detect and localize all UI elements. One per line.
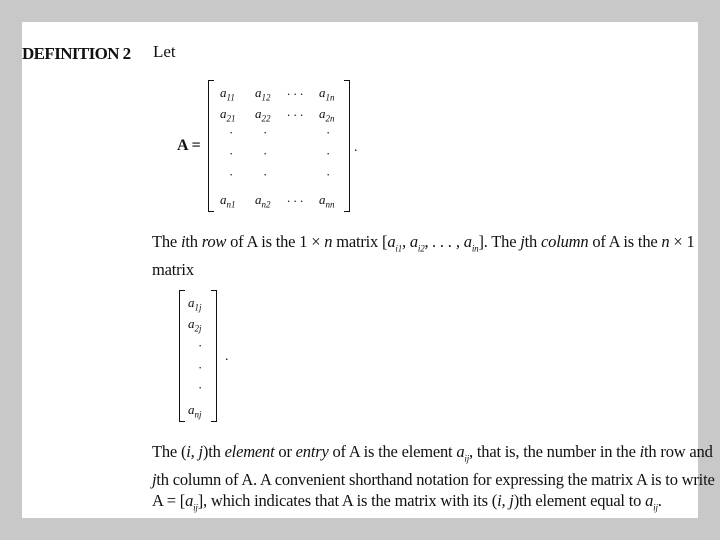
text-run: matrix [ [332, 232, 388, 251]
row-column-line-2: matrix [152, 260, 194, 280]
matrix-entry: $a_{11}$ [220, 85, 235, 103]
element-line-2 [152, 469, 715, 490]
matrix-entry: $a_{nn}$ [319, 192, 335, 210]
row-column-line-1 [152, 231, 695, 259]
column-left-bracket [179, 290, 185, 422]
matrix-entry: $a_{12}$ [255, 85, 271, 103]
matrix-vdot: · [326, 125, 331, 140]
text-run: , that is, the number in the [469, 442, 640, 461]
text-run: row [201, 232, 227, 251]
matrix-vdot: · [229, 125, 234, 140]
text-run: element [224, 442, 275, 461]
matrix-vdot: · [263, 125, 268, 140]
text-run: × 1 [669, 232, 695, 251]
text-run: i, j [497, 491, 514, 511]
matrix-ellipsis: . . . [287, 190, 304, 205]
text-run: j [520, 232, 525, 251]
column-vdot: · [198, 338, 203, 353]
text-run: of A is the [588, 232, 662, 251]
column-entry: $a_{1j}$ [188, 295, 202, 313]
text-run: j [152, 470, 157, 490]
column-vdot: · [198, 360, 203, 375]
text-run: n [661, 232, 670, 251]
column-entry: $a_{2j}$ [188, 316, 202, 334]
row-entries: $a_{i1}$, $a_{i2}$, . . . , $a_{in}$ [387, 232, 479, 254]
matrix-a-right-bracket [344, 80, 350, 212]
definition-intro: Let [153, 42, 176, 61]
text-run: A = [ [152, 491, 186, 511]
text-run: th row and [644, 442, 713, 461]
matrix-ellipsis: . . . [287, 83, 304, 98]
text-run: i [639, 442, 645, 461]
element-aij: $a_{ij}$ [645, 491, 658, 513]
text-run: . [657, 491, 662, 511]
matrix-vdot: · [263, 146, 268, 161]
element-aij: $a_{ij}$ [456, 442, 470, 464]
definition-page [22, 22, 715, 518]
matrix-a-label: A = [177, 137, 201, 154]
matrix-a-left-bracket [208, 80, 214, 212]
text-run: entry [295, 442, 329, 461]
matrix-entry: $a_{2n}$ [319, 106, 335, 124]
matrix-vdot: · [326, 167, 331, 182]
text-run: th [185, 232, 202, 251]
text-run: n [324, 232, 333, 251]
text-run: of A is the element [328, 442, 457, 461]
column-entry: $a_{nj}$ [188, 402, 202, 420]
text-run: th [524, 232, 542, 251]
matrix-entry: $a_{22}$ [255, 106, 271, 124]
column-right-bracket [211, 290, 217, 422]
text-run: or [274, 442, 296, 461]
element-aij: $a_{ij}$ [185, 491, 198, 513]
definition-label: DEFINITION 2 [22, 44, 131, 63]
element-paragraph [152, 441, 715, 519]
text-run: th column of A. A convenient shorthand notation for expressing the matrix A is to write [156, 470, 715, 490]
element-line-1 [152, 441, 713, 469]
matrix-ellipsis: . . . [287, 104, 304, 119]
matrix-period: . [354, 140, 358, 155]
text-run: ]. The [478, 232, 521, 251]
column-vdot: · [198, 380, 203, 395]
column-period: . [225, 349, 229, 364]
matrix-vdot: · [229, 146, 234, 161]
matrix-entry: $a_{21}$ [220, 106, 236, 124]
matrix-vdot: · [326, 146, 331, 161]
matrix-entry: $a_{n2}$ [255, 192, 271, 210]
matrix-entry: $a_{1n}$ [319, 85, 335, 103]
matrix-entry: $a_{n1}$ [220, 192, 236, 210]
matrix-vdot: · [263, 167, 268, 182]
element-line-3 [152, 490, 692, 518]
text-run: The ( [152, 442, 187, 461]
text-run: of A is the 1 × [226, 232, 325, 251]
text-run: The [152, 232, 181, 251]
text-run: i, j [186, 442, 203, 461]
text-run: column [541, 232, 589, 251]
text-run: )th element equal to [513, 491, 646, 511]
text-run: ], which indicates that A is the matrix with its ( [197, 491, 498, 511]
matrix-vdot: · [229, 167, 234, 182]
row-column-paragraph [152, 231, 695, 280]
text-run: i [180, 232, 186, 251]
text-run: )th [202, 442, 225, 461]
